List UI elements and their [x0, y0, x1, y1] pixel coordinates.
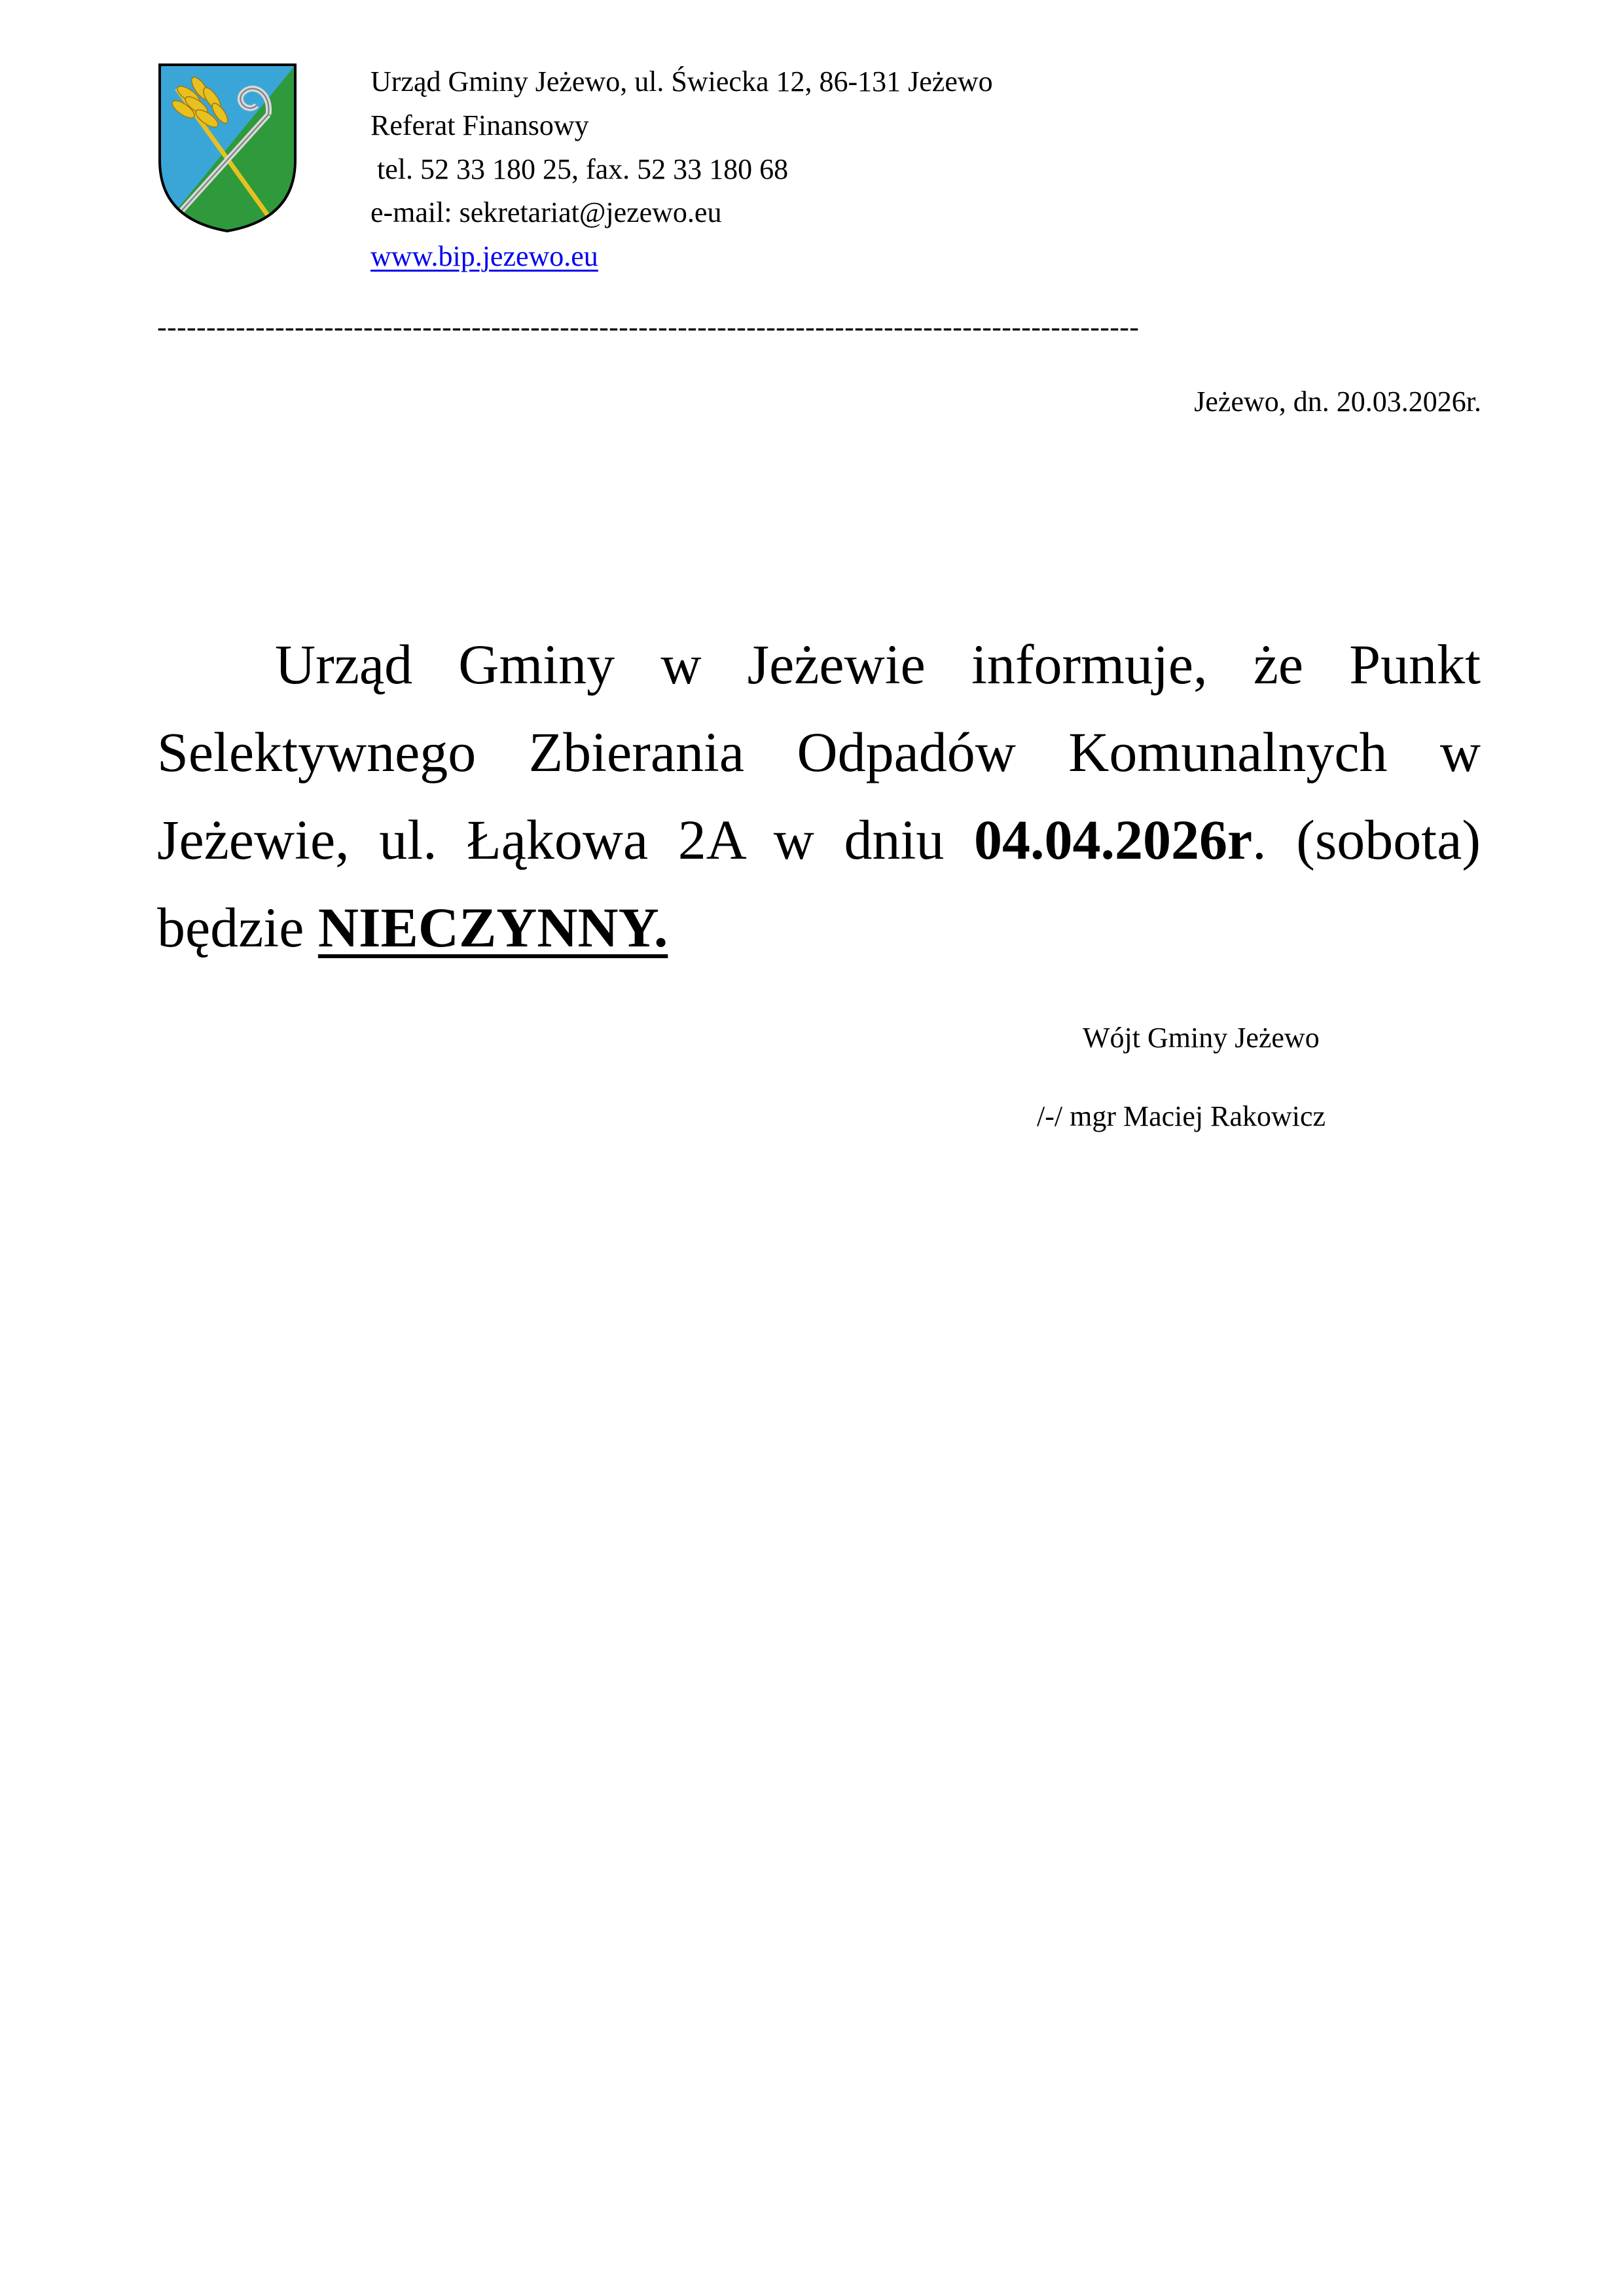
closure-date: 04.04.2026r — [973, 808, 1253, 871]
document-date: Jeżewo, dn. 20.03.2026r. — [1194, 386, 1481, 418]
announcement-part-1: Urząd Gminy w Jeżewie informuje, że Punkt Selektywnego Zbierania Odpadów Komunalnych w Jeżewie, ul. Łąkowa 2A w dniu — [157, 633, 1481, 871]
header-address: Urząd Gminy Jeżewo, ul. Świecka 12, 86-131 Jeżewo — [370, 65, 993, 98]
closure-status: NIECZYNNY. — [317, 896, 668, 959]
announcement-text — [157, 620, 1481, 971]
header-phone: tel. 52 33 180 25, fax. 52 33 180 68 — [377, 153, 789, 185]
header-website-link[interactable]: www.bip.jezewo.eu — [370, 240, 598, 272]
coat-of-arms-icon — [157, 62, 298, 234]
signature-name: /-/ mgr Maciej Rakowicz — [1037, 1100, 1326, 1132]
signature-title: Wójt Gminy Jeżewo — [1083, 1022, 1320, 1054]
separator-line: ---------------------------------------------------------------------------------------------------- — [157, 311, 1140, 343]
announcement-part-2: . (sobota) będzie — [157, 808, 1481, 959]
header-email: e-mail: sekretariat@jezewo.eu — [370, 196, 722, 228]
header-department: Referat Finansowy — [370, 109, 589, 141]
